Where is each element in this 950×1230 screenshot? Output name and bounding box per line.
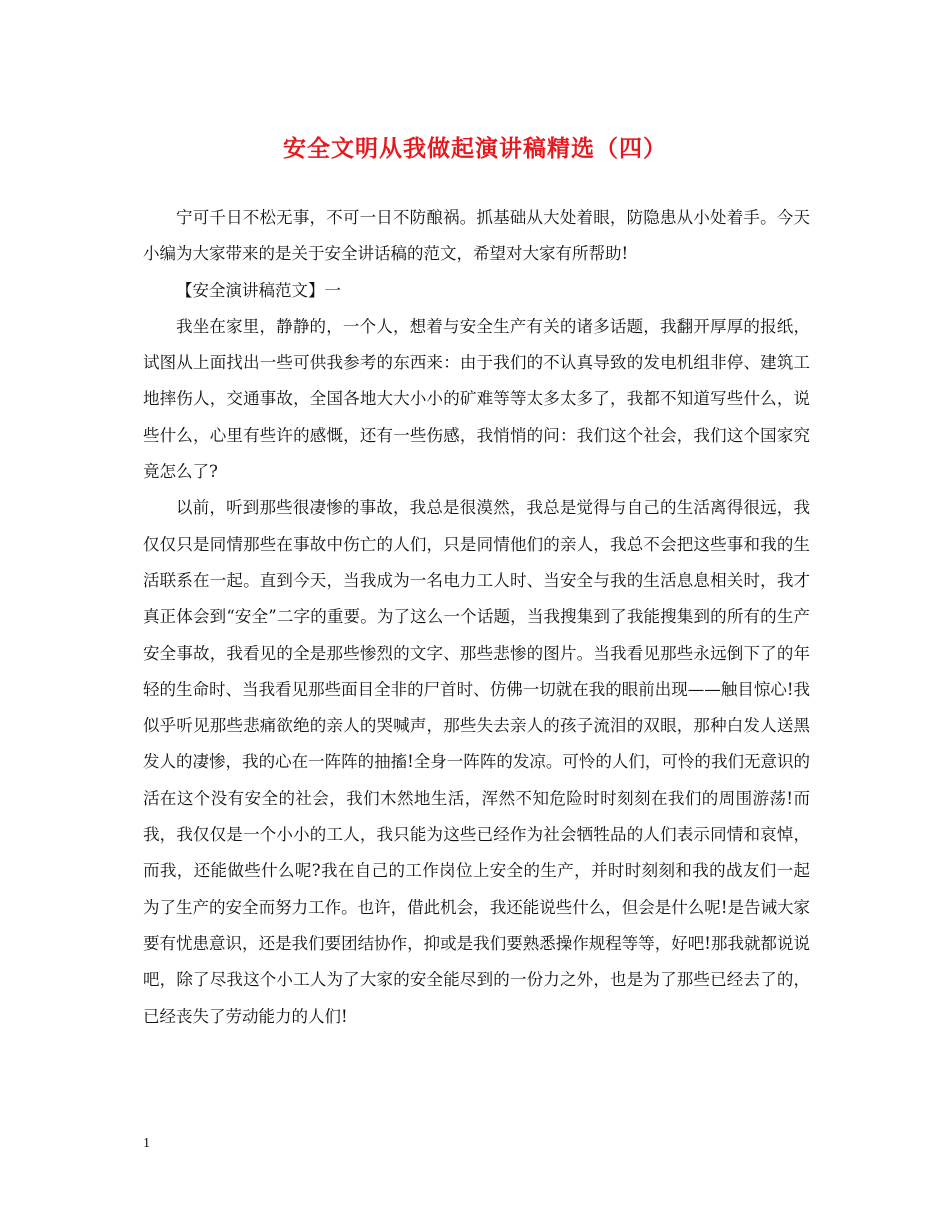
paragraph-intro: 宁可千日不松无事，不可一日不防酿祸。抓基础从大处着眼，防隐患从小处着手。今天小编为大家带来的是关于安全讲话稿的范文，希望对大家有所帮助!	[143, 208, 810, 264]
paragraph-body-1: 我坐在家里，静静的，一个人，想着与安全生产有关的诸多话题，我翻开厚厚的报纸，试图从上面找出一些可供我参考的东西来：由于我们的不认真导致的发电机组非停、建筑工地摔伤人，交通事故，全国各地大大小小的矿难等等太多太多了，我都不知道写些什么，说些什么，心里有些许的感慨，还有一些伤感，我悄悄的问：我们这个社会，我们这个国家究竟怎么了?	[143, 316, 810, 482]
document-title: 安全文明从我做起演讲稿精选（四）	[283, 135, 667, 162]
paragraph-section-heading: 【安全演讲稿范文】一	[176, 280, 341, 300]
paragraph-body-2: 以前，听到那些很凄惨的事故，我总是很漠然，我总是觉得与自己的生活离得很远，我仅仅只是同情那些在事故中伤亡的人们，只是同情他们的亲人，我总不会把这些事和我的生活联系在一起。直到今天，当我成为一名电力工人时、当安全与我的生活息息相关时，我才真正体会到“安全”二字的重要。为了这么一个话题，当我搜集到了我能搜集到的所有的生产安全事故，我看见的全是那些惨烈的文字、那些悲惨的图片。当我看见那些永远倒下了的年轻的生命时、当我看见那些面目全非的尸首时、仿佛一切就在我的眼前出现——触目惊心!我似乎听见那些悲痛欲绝的亲人的哭喊声，那些失去亲人的孩子流泪的双眼，那种白发人送黑发人的凄惨，我的心在一阵阵的抽搐!全身一阵阵的发凉。可怜的人们，可怜的我们无意识的活在这个没有安全的社会，我们木然地生活，浑然不知危险时时刻刻在我们的周围游荡!而我，我仅仅是一个小小的工人，我只能为这些已经作为社会牺牲品的人们表示同情和哀悼，而我，还能做些什么呢?我在自己的工作岗位上安全的生产，并时时刻刻和我的战友们一起为了生产的安全而努力工作。也许，借此机会，我还能说些什么，但会是什么呢!是告诫大家要有忧患意识，还是我们要团结协作，抑或是我们要熟悉操作规程等等，好吧!那我就都说说吧，除了尽我这个小工人为了大家的安全能尽到的一份力之外，也是为了那些已经去了的，已经丧失了劳动能力的人们!	[143, 498, 810, 1026]
document-body	[143, 200, 810, 1035]
page-number: 1	[143, 1136, 150, 1151]
